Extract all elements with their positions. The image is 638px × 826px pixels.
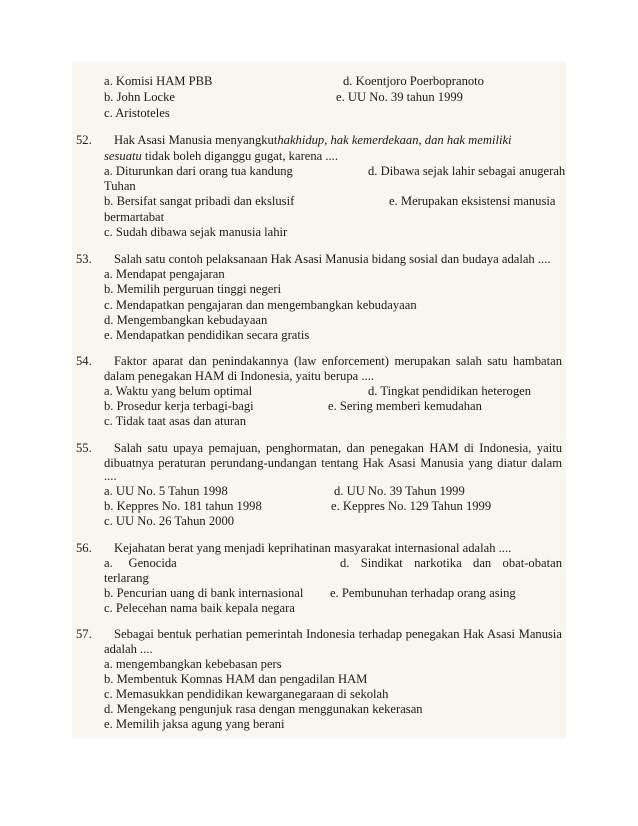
question-text-cont: dalam penegakan HAM di Indonesia, yaitu berupa ....	[104, 369, 374, 383]
option-b: b. John Locke	[104, 90, 175, 104]
question-italic: hakhidup, hak kemerdekaan, dan hak memiliki	[277, 133, 512, 147]
option-b: b. Bersifat sangat pribadi dan ekslusif	[104, 194, 295, 208]
option-b: b. Memilih perguruan tinggi negeri	[104, 282, 282, 296]
option-a: a. Komisi HAM PBB	[104, 74, 213, 88]
question-text: Salah satu upaya pemajuan, penghormatan, dan penegakan HAM di Indonesia, yaitu	[114, 441, 562, 455]
question-text-cont2: ....	[104, 469, 117, 483]
option-d: d. Dibawa sejak lahir sebagai anugerah	[368, 164, 566, 178]
option-d-cont: Tuhan	[104, 179, 136, 193]
question-text: Kejahatan berat yang menjadi keprihatinan masyarakat internasional adalah ....	[114, 541, 512, 555]
option-e: e. Pembunuhan terhadap orang asing	[330, 586, 516, 600]
option-b: b. Keppres No. 181 tahun 1998	[104, 499, 262, 513]
option-c: c. Pelecehan nama baik kepala negara	[104, 601, 295, 615]
option-d-cont: terlarang	[104, 571, 149, 585]
question-text-cont: dibuatnya peraturan perundang-undangan tentang Hak Asasi Manusia yang diatur dalam	[104, 456, 562, 470]
option-a: a. Waktu yang belum optimal	[104, 384, 253, 398]
question-lead: Hak Asasi Manusia menyangkut	[114, 133, 278, 147]
question-number: 56.	[76, 541, 92, 555]
option-d: d. Koentjoro Poerbopranoto	[343, 74, 484, 88]
question-number: 54.	[76, 354, 92, 368]
question-cont: tidak boleh diganggu gugat, karena ....	[141, 149, 338, 163]
option-d: d. UU No. 39 Tahun 1999	[334, 484, 465, 498]
option-d: d. Sindikat narkotika dan obat-obatan	[340, 556, 562, 570]
option-c: c. Mendapatkan pengajaran dan mengembangkan kebudayaan	[104, 298, 417, 312]
option-e: e. UU No. 39 tahun 1999	[336, 90, 463, 104]
option-a: a. UU No. 5 Tahun 1998	[104, 484, 228, 498]
option-c: c. Aristoteles	[104, 106, 170, 120]
question-text	[104, 133, 562, 148]
option-c: c. Memasukkan pendidikan kewarganegaraan di sekolah	[104, 687, 389, 701]
question-text-cont: adalah ....	[104, 642, 153, 656]
option-a: a. Genocida	[104, 556, 177, 570]
option-c: c. Sudah dibawa sejak manusia lahir	[104, 225, 288, 239]
option-a: a. mengembangkan kebebasan pers	[104, 657, 282, 671]
question-cont-italic: sesuatu	[104, 149, 142, 163]
question-text: Salah satu contoh pelaksanaan Hak Asasi Manusia bidang sosial dan budaya adalah ....	[114, 252, 551, 266]
question-number: 57.	[76, 627, 92, 641]
question-number: 52.	[76, 133, 92, 147]
option-d: d. Tingkat pendidikan heterogen	[368, 384, 531, 398]
option-e: e. Memilih jaksa agung yang berani	[104, 717, 285, 731]
question-text-cont	[104, 149, 338, 164]
option-c: c. UU No. 26 Tahun 2000	[104, 514, 235, 528]
option-e: e. Merupakan eksistensi manusia	[389, 194, 556, 208]
option-c: c. Tidak taat asas dan aturan	[104, 414, 246, 428]
option-b: b. Pencurian uang di bank internasional	[104, 586, 304, 600]
question-number: 55.	[76, 441, 92, 455]
option-e: e. Keppres No. 129 Tahun 1999	[331, 499, 492, 513]
option-e: e. Mendapatkan pendidikan secara gratis	[104, 328, 310, 342]
option-e-cont: bermartabat	[104, 210, 165, 224]
option-a: a. Diturunkan dari orang tua kandung	[104, 164, 293, 178]
option-a: a. Mendapat pengajaran	[104, 267, 225, 281]
question-text: Faktor aparat dan penindakannya (law enforcement) merupakan salah satu hambatan	[114, 354, 562, 368]
question-number: 53.	[76, 252, 92, 266]
option-b: b. Prosedur kerja terbagi-bagi	[104, 399, 254, 413]
option-e: e. Sering memberi kemudahan	[328, 399, 482, 413]
question-text: Sebagai bentuk perhatian pemerintah Indonesia terhadap penegakan Hak Asasi Manusia	[114, 627, 562, 641]
option-b: b. Membentuk Komnas HAM dan pengadilan HAM	[104, 672, 368, 686]
option-d: d. Mengekang pengunjuk rasa dengan menggunakan kekerasan	[104, 702, 423, 716]
option-d: d. Mengembangkan kebudayaan	[104, 313, 268, 327]
